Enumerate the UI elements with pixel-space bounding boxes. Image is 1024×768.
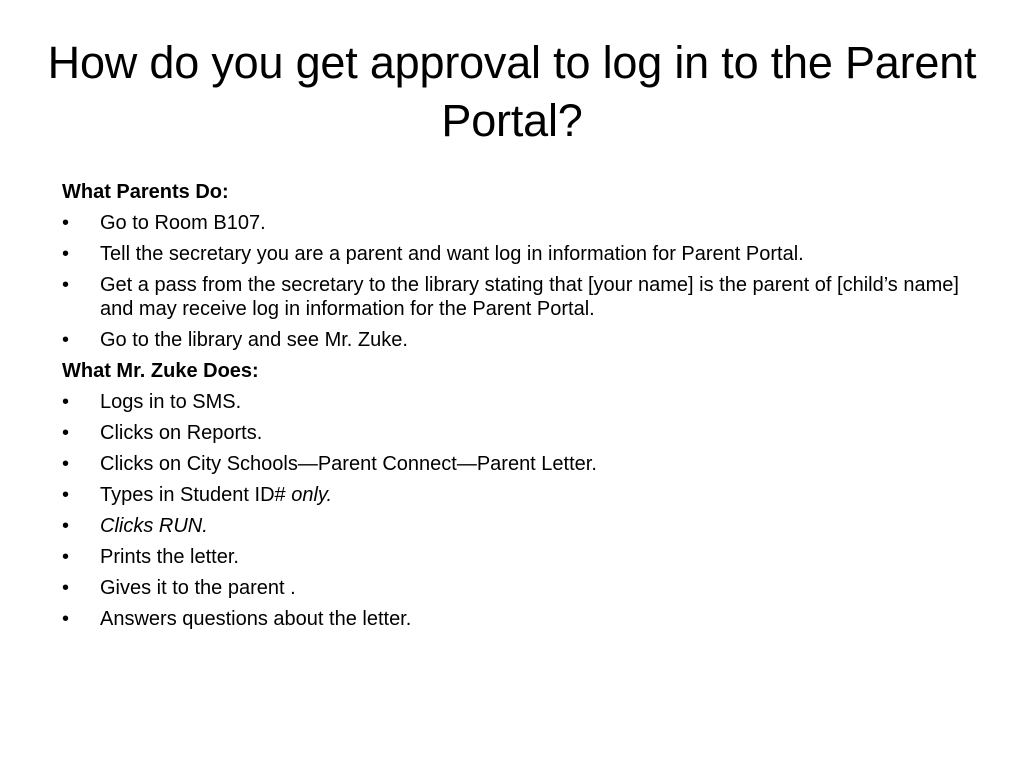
bullet-icon: • (62, 608, 70, 630)
bullet-icon: • (62, 453, 70, 475)
bullet-icon: • (62, 515, 70, 537)
list-item: • Prints the letter. (62, 546, 239, 568)
parents-steps-list (62, 211, 962, 352)
bullet-icon: • (62, 577, 70, 599)
list-item: • Gives it to the parent . (62, 577, 296, 599)
list-item: • Tell the secretary you are a parent and want log in information for Parent Portal. (62, 243, 804, 265)
bullet-icon: • (62, 546, 70, 568)
list-item: • Clicks on City Schools—Parent Connect—Parent Letter. (62, 453, 597, 475)
list-item: • Go to Room B107. (62, 212, 266, 234)
section-heading-parents: What Parents Do: (62, 181, 229, 203)
bullet-icon: • (62, 274, 70, 296)
mr-zuke-steps-list (62, 390, 962, 631)
slide-title: How do you get approval to log in to the Parent Portal? (47, 37, 977, 146)
bullet-icon: • (62, 212, 70, 234)
list-item: • Logs in to SMS. (62, 391, 242, 413)
list-item: • Clicks RUN. (62, 515, 208, 537)
bullet-icon: • (62, 391, 70, 413)
bullet-icon: • (62, 329, 70, 351)
list-item: • Answers questions about the letter. (62, 608, 412, 630)
section-heading-mr-zuke: What Mr. Zuke Does: (62, 360, 259, 382)
list-item: • Types in Student ID# only. (62, 484, 332, 506)
list-item: • Clicks on Reports. (62, 422, 263, 444)
slide-body (62, 180, 962, 638)
bullet-icon: • (62, 422, 70, 444)
bullet-icon: • (62, 484, 70, 506)
bullet-icon: • (62, 243, 70, 265)
list-item: • Go to the library and see Mr. Zuke. (62, 329, 408, 351)
list-item: • Get a pass from the secretary to the library stating that [your name] is the parent of [child’s name] and may receive log in information for the Parent Portal. (62, 274, 959, 320)
